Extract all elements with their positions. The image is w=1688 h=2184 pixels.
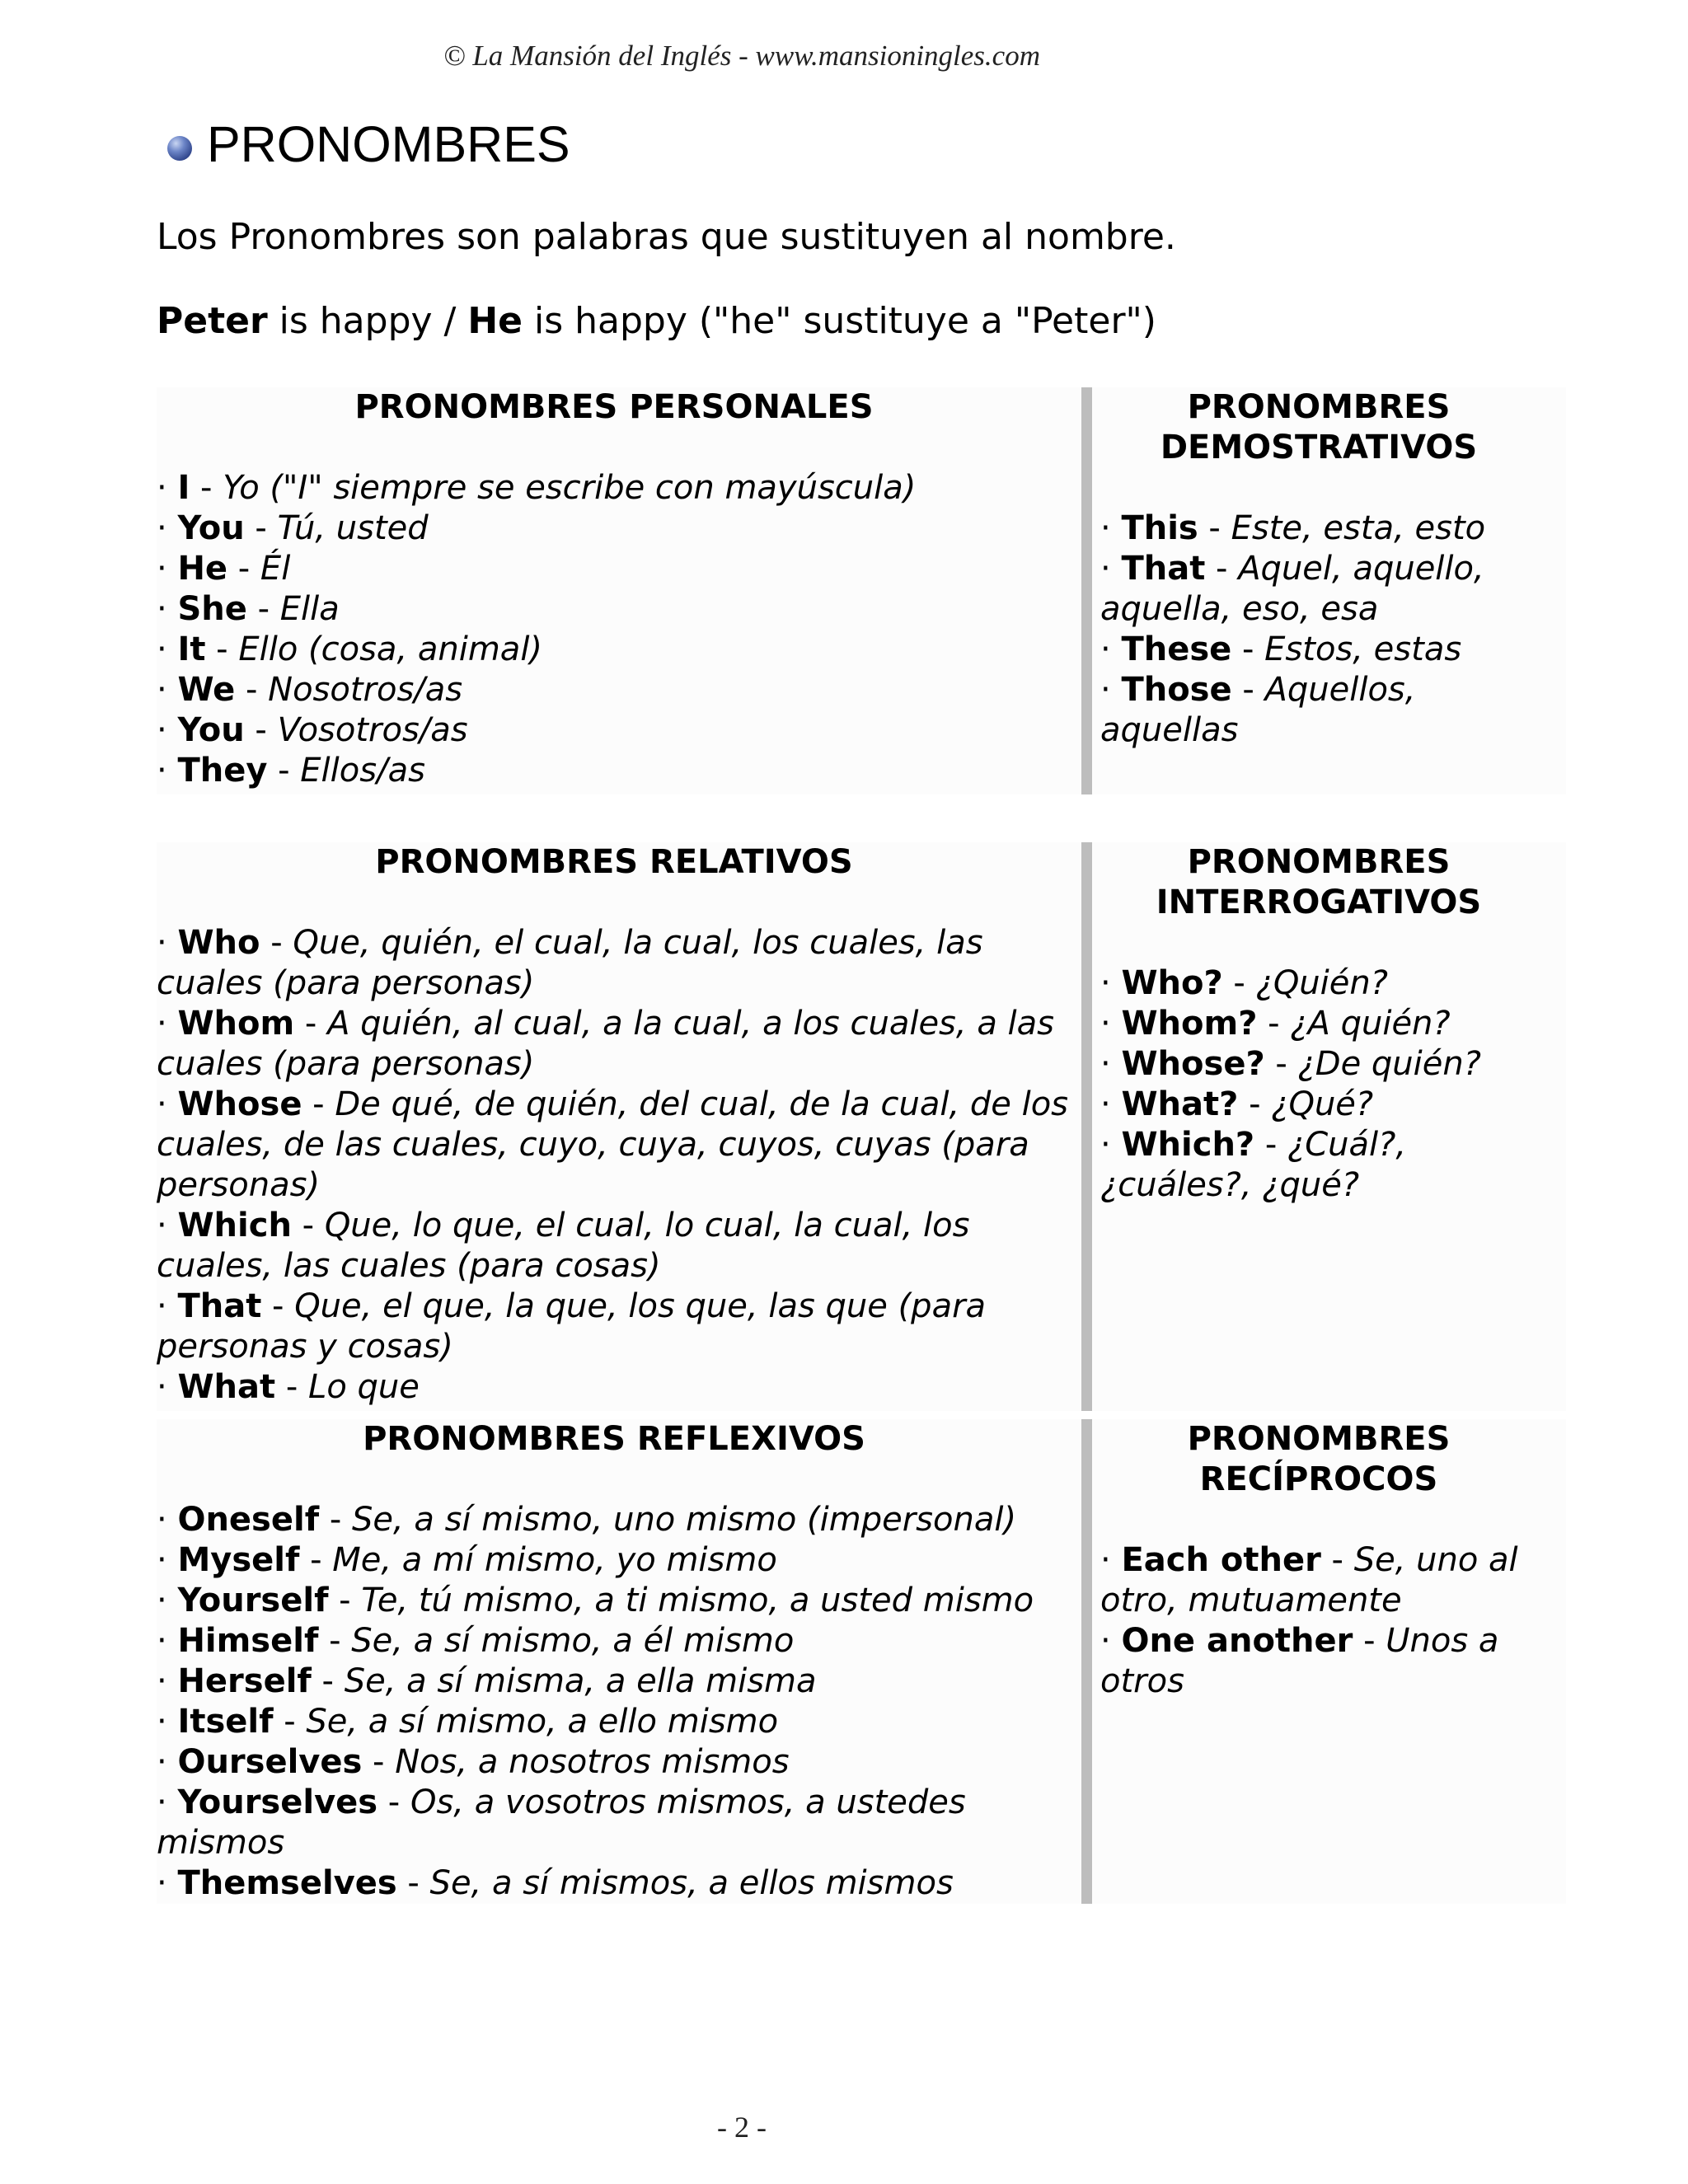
interrogativos-title: PRONOMBRES INTERROGATIVOS <box>1156 843 1482 921</box>
pronoun-definition: Estos, estas <box>1264 630 1462 668</box>
pronoun-term: You <box>177 509 245 547</box>
reciprocos-list <box>1100 1540 1529 1702</box>
pronoun-definition: Él <box>260 550 291 588</box>
personales-title: PRONOMBRES PERSONALES <box>354 388 874 426</box>
pronoun-definition: De qué, de quién, del cual, de la cual, de los cuales, de las cuales, cuyo, cuya, cuyos, cuyas (para personas) <box>157 1085 1069 1204</box>
pronoun-item: · Themselves - Se, a sí mismos, a ellos mismos <box>157 1864 954 1902</box>
interrogativos-list <box>1100 963 1529 1206</box>
pronoun-definition: ¿Cuál?, ¿cuáles?, ¿qué? <box>1100 1126 1407 1204</box>
pronoun-definition: A quién, al cual, a la cual, a los cuales, a las cuales (para personas) <box>157 1005 1055 1083</box>
pronoun-definition: Nos, a nosotros mismos <box>395 1743 790 1781</box>
page-title: PRONOMBRES <box>207 116 570 172</box>
pronoun-item: · Each other - Se, uno al otro, mutuamente <box>1100 1541 1518 1619</box>
pronoun-term: We <box>177 671 236 709</box>
pronoun-definition: ¿Quién? <box>1255 964 1388 1002</box>
pronoun-item: · I - Yo ("I" siempre se escribe con mayúscula) <box>157 469 917 507</box>
reflexivos-column <box>157 1419 1071 1904</box>
pronoun-item: · You - Vosotros/as <box>157 711 468 749</box>
pronoun-item: · Ourselves - Nos, a nosotros mismos <box>157 1743 790 1781</box>
pronoun-term: Yourself <box>177 1582 329 1619</box>
interrogativos-column <box>1100 842 1529 1206</box>
pronoun-term: That <box>1121 550 1206 588</box>
pronoun-term: One another <box>1121 1622 1353 1660</box>
pronoun-definition: Nosotros/as <box>268 671 463 709</box>
pronoun-item: · Yourself - Te, tú mismo, a ti mismo, a usted mismo <box>157 1582 1034 1619</box>
pronoun-definition: Que, quién, el cual, la cual, los cuales, las cuales (para personas) <box>157 924 983 1002</box>
pronoun-term: These <box>1121 630 1232 668</box>
pronoun-term: That <box>177 1287 262 1325</box>
pronoun-item: · One another - Unos a otros <box>1100 1622 1499 1700</box>
personales-column <box>157 387 1071 791</box>
pronoun-item: · What? - ¿Qué? <box>1100 1085 1374 1123</box>
pronoun-term: Each other <box>1121 1541 1321 1579</box>
pronoun-term: Themselves <box>177 1864 397 1902</box>
pronoun-term: Herself <box>177 1662 312 1700</box>
pronoun-term: Oneself <box>177 1501 320 1539</box>
section-reflexivos-reciprocos <box>157 1419 1566 1904</box>
section-personales-demostrativos <box>157 387 1566 794</box>
pronoun-term: Whom? <box>1121 1005 1258 1043</box>
pronoun-term: Itself <box>177 1703 274 1741</box>
pronoun-definition: Aquel, aquello, aquella, eso, esa <box>1100 550 1484 628</box>
pronoun-definition: Que, el que, la que, los que, las que (para personas y cosas) <box>157 1287 987 1366</box>
pronoun-definition: Ella <box>279 590 340 628</box>
relativos-column <box>157 842 1071 1408</box>
pronoun-item: · That - Aquel, aquello, aquella, eso, esa <box>1100 550 1484 628</box>
pronoun-term: It <box>177 630 206 668</box>
pronoun-item: · What - Lo que <box>157 1368 420 1406</box>
blue-ball-bullet-icon <box>167 136 192 161</box>
column-divider <box>1081 842 1092 1411</box>
reflexivos-list <box>157 1500 1071 1904</box>
relativos-list <box>157 923 1071 1408</box>
pronoun-term: Whose? <box>1121 1045 1265 1083</box>
pronoun-item: · Yourselves - Os, a vosotros mismos, a ustedes mismos <box>157 1783 966 1862</box>
pronoun-item: · He - Él <box>157 550 291 588</box>
intro-definition: Los Pronombres son palabras que sustituyen al nombre. <box>157 216 1176 258</box>
pronoun-item: · Those - Aquellos, aquellas <box>1100 671 1416 749</box>
pronoun-definition: ¿A quién? <box>1290 1005 1451 1043</box>
pronoun-definition: Se, uno al otro, mutuamente <box>1100 1541 1518 1619</box>
pronoun-item: · That - Que, el que, la que, los que, las que (para personas y cosas) <box>157 1287 987 1366</box>
section-relativos-interrogativos <box>157 842 1566 1411</box>
pronoun-definition: Tú, usted <box>277 509 429 547</box>
pronoun-definition: ¿De quién? <box>1297 1045 1481 1083</box>
pronoun-item: · Whose - De qué, de quién, del cual, de la cual, de los cuales, de las cuales, cuyo, cuya, cuyos, cuyas (para personas) <box>157 1085 1069 1204</box>
pronoun-definition: Os, a vosotros mismos, a ustedes mismos <box>157 1783 966 1862</box>
demostrativos-column <box>1100 387 1529 751</box>
example-text-2: is happy ("he" sustituye a "Peter") <box>523 300 1156 342</box>
pronoun-item: · It - Ello (cosa, animal) <box>157 630 543 668</box>
pronoun-item: · We - Nosotros/as <box>157 671 463 709</box>
title-row <box>167 115 570 173</box>
personales-list <box>157 468 1071 791</box>
pronoun-term: Which <box>177 1207 292 1244</box>
pronoun-term: Who <box>177 924 260 962</box>
pronoun-term: Himself <box>177 1622 319 1660</box>
pronoun-term: I <box>177 469 190 507</box>
pronoun-item: · Myself - Me, a mí mismo, yo mismo <box>157 1541 777 1579</box>
pronoun-item: · Whose? - ¿De quién? <box>1100 1045 1481 1083</box>
reciprocos-column <box>1100 1419 1529 1702</box>
pronoun-definition: Yo ("I" siempre se escribe con mayúscula) <box>223 469 917 507</box>
pronoun-item: · Himself - Se, a sí mismo, a él mismo <box>157 1622 795 1660</box>
pronoun-definition: Ello (cosa, animal) <box>238 630 543 668</box>
page-header: © La Mansión del Inglés - www.mansioningles.com <box>443 40 1040 72</box>
pronoun-definition: Se, a sí misma, a ella misma <box>344 1662 817 1700</box>
pronoun-item: · You - Tú, usted <box>157 509 429 547</box>
pronoun-term: Who? <box>1121 964 1223 1002</box>
pronoun-item: · Who - Que, quién, el cual, la cual, los cuales, las cuales (para personas) <box>157 924 983 1002</box>
example-word-he: He <box>467 300 523 342</box>
pronoun-item: · These - Estos, estas <box>1100 630 1462 668</box>
reflexivos-title: PRONOMBRES REFLEXIVOS <box>363 1420 865 1458</box>
pronoun-definition: Lo que <box>308 1368 420 1406</box>
pronoun-definition: Se, a sí mismos, a ellos mismos <box>429 1864 954 1902</box>
pronoun-item: · Itself - Se, a sí mismo, a ello mismo <box>157 1703 779 1741</box>
pronoun-term: Ourselves <box>177 1743 363 1781</box>
demostrativos-title: PRONOMBRES DEMOSTRATIVOS <box>1160 388 1478 466</box>
pronoun-definition: Que, lo que, el cual, lo cual, la cual, los cuales, las cuales (para cosas) <box>157 1207 970 1285</box>
pronoun-term: Whose <box>177 1085 302 1123</box>
pronoun-item: · Oneself - Se, a sí mismo, uno mismo (impersonal) <box>157 1501 1017 1539</box>
pronoun-item: · Who? - ¿Quién? <box>1100 964 1388 1002</box>
pronoun-definition: Se, a sí mismo, a él mismo <box>351 1622 795 1660</box>
pronoun-definition: Este, esta, esto <box>1231 509 1486 547</box>
relativos-title: PRONOMBRES RELATIVOS <box>375 843 853 881</box>
pronoun-term: This <box>1121 509 1198 547</box>
page-number: - 2 - <box>717 2111 767 2144</box>
pronoun-term: Those <box>1121 671 1232 709</box>
pronoun-definition: ¿Qué? <box>1271 1085 1374 1123</box>
pronoun-item: · She - Ella <box>157 590 340 628</box>
pronoun-item: · Whom - A quién, al cual, a la cual, a los cuales, a las cuales (para personas) <box>157 1005 1055 1083</box>
pronoun-definition: Unos a otros <box>1100 1622 1499 1700</box>
pronoun-definition: Se, a sí mismo, a ello mismo <box>306 1703 779 1741</box>
pronoun-definition: Te, tú mismo, a ti mismo, a usted mismo <box>361 1582 1034 1619</box>
pronoun-definition: Aquellos, aquellas <box>1100 671 1416 749</box>
pronoun-definition: Se, a sí mismo, uno mismo (impersonal) <box>351 1501 1017 1539</box>
pronoun-term: Whom <box>177 1005 295 1043</box>
pronoun-term: Which? <box>1121 1126 1255 1164</box>
example-text-1: is happy / <box>267 300 468 342</box>
pronoun-term: You <box>177 711 245 749</box>
pronoun-definition: Me, a mí mismo, yo mismo <box>332 1541 777 1579</box>
pronoun-definition: Ellos/as <box>300 752 425 790</box>
demostrativos-list <box>1100 509 1529 751</box>
pronoun-item: · This - Este, esta, esto <box>1100 509 1486 547</box>
example-word-peter: Peter <box>157 300 268 342</box>
pronoun-term: What? <box>1121 1085 1239 1123</box>
pronoun-item: · Which - Que, lo que, el cual, lo cual, la cual, los cuales, las cuales (para cosas) <box>157 1207 970 1285</box>
pronoun-item: · They - Ellos/as <box>157 752 425 790</box>
pronoun-term: Myself <box>177 1541 300 1579</box>
pronoun-item: · Whom? - ¿A quién? <box>1100 1005 1451 1043</box>
pronoun-item: · Which? - ¿Cuál?, ¿cuáles?, ¿qué? <box>1100 1126 1407 1204</box>
reciprocos-title: PRONOMBRES RECÍPROCOS <box>1187 1420 1451 1498</box>
intro-example <box>157 300 1156 342</box>
pronoun-definition: Vosotros/as <box>277 711 468 749</box>
pronoun-item: · Herself - Se, a sí misma, a ella misma <box>157 1662 817 1700</box>
pronoun-term: She <box>177 590 247 628</box>
pronoun-term: He <box>177 550 228 588</box>
pronoun-term: What <box>177 1368 276 1406</box>
pronoun-term: Yourselves <box>177 1783 378 1821</box>
pronoun-term: They <box>177 752 268 790</box>
